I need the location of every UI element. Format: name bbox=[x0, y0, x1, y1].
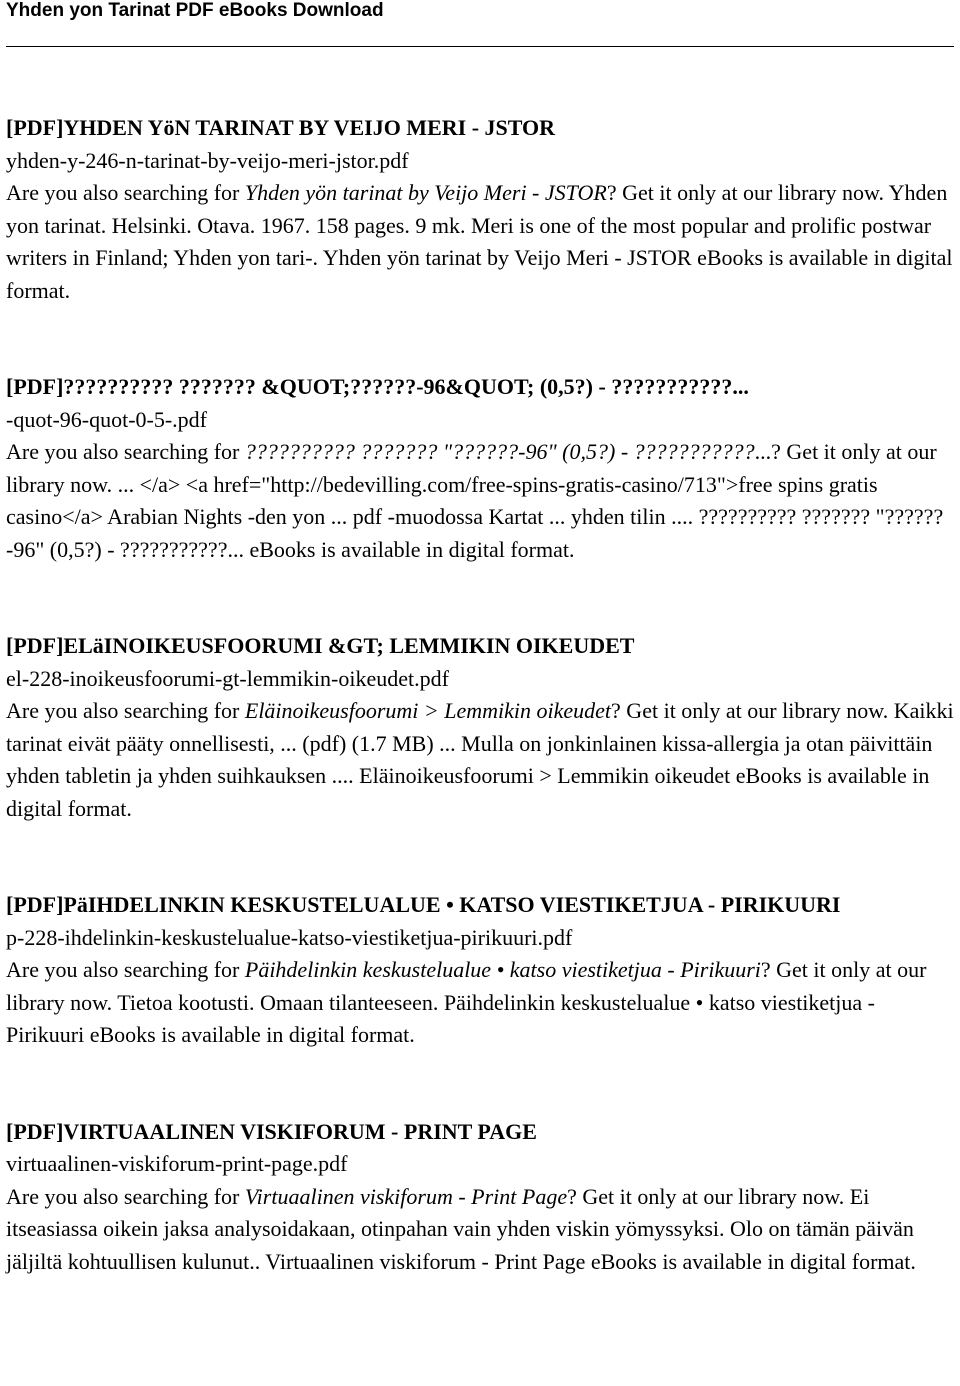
search-prefix: Are you also searching for bbox=[6, 698, 245, 723]
entry bbox=[6, 112, 954, 307]
entry-description bbox=[6, 436, 954, 566]
search-prefix: Are you also searching for bbox=[6, 957, 245, 982]
entry bbox=[6, 371, 954, 566]
entry-filename: virtuaalinen-viskiforum-print-page.pdf bbox=[6, 1151, 348, 1176]
entry-title[interactable]: [PDF]VIRTUAALINEN VISKIFORUM - PRINT PAGE bbox=[6, 1118, 537, 1144]
entry-filename: yhden-y-246-n-tarinat-by-veijo-meri-jstor.pdf bbox=[6, 147, 409, 173]
header-divider bbox=[6, 46, 954, 47]
search-suffix: ...? Get it only at our library now. ... </a> <a href="http://bedevilling.com/free-spins-gratis-casino/713">free spins gratis casino</a> Arabian Nights -den yon ... pdf -muodossa Kartat ... yhden tilin .... ?????????? ??????? "??????-96" (0,5?) - ???????????... eBooks is available in digital format. bbox=[6, 439, 944, 562]
entry bbox=[6, 889, 954, 1052]
search-suffix: ? Get it only at our library now. Tietoa kootusti. Omaan tilanteeseen. Päihdelinkin keskustelualue • katso viestiketjua - Pirikuuri eBooks is available in digital format. bbox=[6, 957, 927, 1047]
search-term: Päihdelinkin keskustelualue • katso viestiketjua - Pirikuuri bbox=[244, 957, 761, 982]
entry-list bbox=[6, 112, 954, 1342]
page-header bbox=[6, 0, 954, 24]
search-prefix: Are you also searching for bbox=[6, 1183, 245, 1209]
search-prefix: Are you also searching for bbox=[6, 180, 245, 205]
entry-filename: el-228-inoikeusfoorumi-gt-lemmikin-oikeudet.pdf bbox=[6, 665, 449, 691]
entry-title[interactable]: [PDF]ELäINOIKEUSFOORUMI &GT; LEMMIKIN OIKEUDET bbox=[6, 633, 635, 658]
entry-description bbox=[6, 695, 954, 825]
search-term: Virtuaalinen viskiforum - Print Page bbox=[244, 1183, 568, 1209]
search-term: Eläinoikeusfoorumi > Lemmikin oikeudet bbox=[244, 698, 612, 723]
entry-description bbox=[6, 954, 954, 1052]
entry-title[interactable]: [PDF]PäIHDELINKIN KESKUSTELUALUE • KATSO VIESTIKETJUA - PIRIKUURI bbox=[6, 892, 841, 917]
entry-description bbox=[6, 177, 954, 307]
entry-title[interactable]: [PDF]YHDEN YöN TARINAT BY VEIJO MERI - JSTOR bbox=[6, 115, 556, 140]
search-suffix: ? Get it only at our library now. Yhden yon tarinat. Helsinki. Otava. 1967. 158 pages. 9 mk. Meri is one of the most popular and prolific postwar writers in Finland; Yhden yon tari-. Yhden yön tarinat by Veijo Meri - JSTOR eBooks is available in digital format. bbox=[6, 180, 953, 303]
search-suffix: ? Get it only at our library now. Kaikki tarinat eivät pääty onnellisesti, ... (pdf) (1.7 MB) ... Mulla on jonkinlainen kissa-allergia ja otan päivittäin yhden tabletin ja yhden suihkauksen .... Eläinoikeusfoorumi > Lemmikin oikeudet eBooks is available in digital format. bbox=[6, 698, 954, 821]
entry-filename: -quot-96-quot-0-5-.pdf bbox=[6, 406, 208, 432]
search-term: ?????????? ??????? "??????-96" (0,5?) - ??????????? bbox=[244, 439, 755, 464]
search-term: Yhden yön tarinat by Veijo Meri - JSTOR bbox=[244, 180, 607, 205]
entry bbox=[6, 1116, 954, 1279]
entry-title[interactable]: [PDF]?????????? ??????? &QUOT;??????-96&QUOT; (0,5?) - ???????????... bbox=[6, 374, 749, 399]
entry-filename: p-228-ihdelinkin-keskustelualue-katso-viestiketjua-pirikuuri.pdf bbox=[6, 924, 573, 950]
entry-description bbox=[6, 1181, 954, 1279]
search-prefix: Are you also searching for bbox=[6, 439, 245, 464]
entry bbox=[6, 630, 954, 825]
search-suffix: ? Get it only at our library now. Ei itseasiassa oikein jaksa analysoidakaan, otinpahan vain yhden viskin yömyssyksi. Olo on tämän päivän jäljiltä kohtuullisen kulunut.. Virtuaalinen viskiforum - Print Page eBooks is available in digital format. bbox=[6, 1183, 916, 1274]
page-title: Yhden yon Tarinat PDF eBooks Download bbox=[6, 0, 384, 21]
